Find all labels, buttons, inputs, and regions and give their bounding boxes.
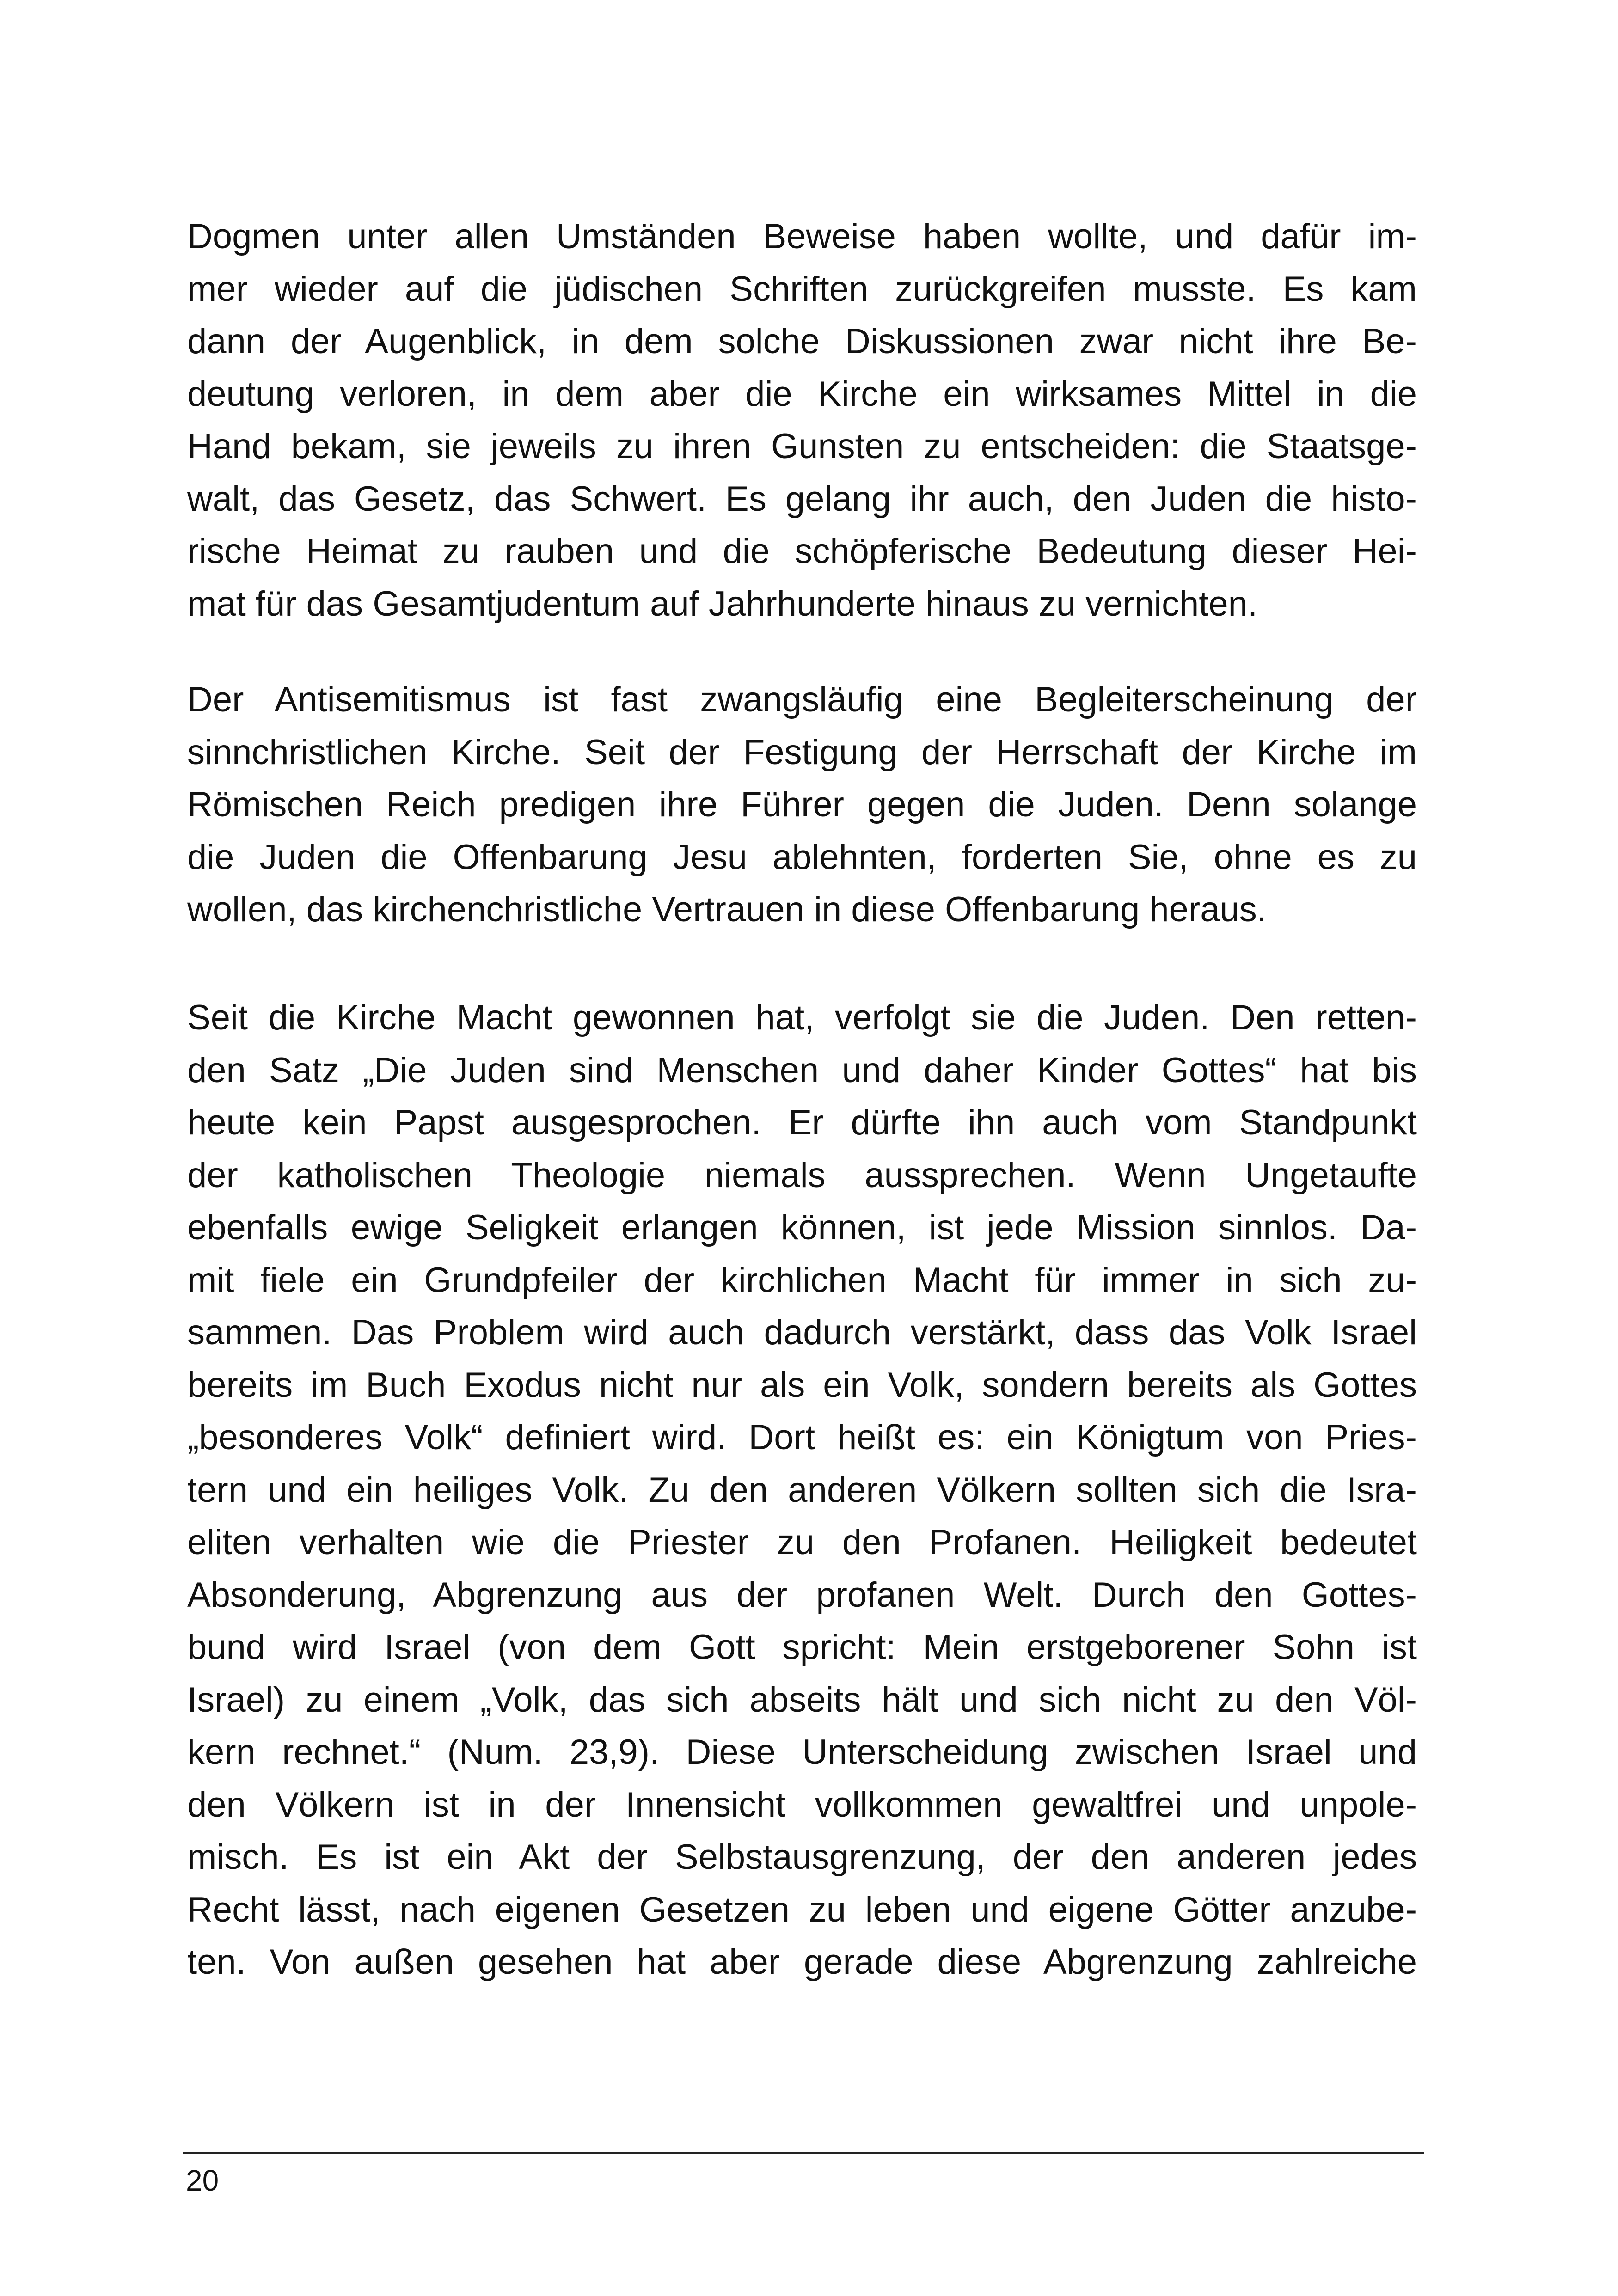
text-line: heute kein Papst ausgesprochen. Er dürfte ihn auch vom Standpunkt	[187, 1103, 1417, 1142]
text-line: der katholischen Theologie niemals aussprechen. Wenn Ungetaufte	[187, 1155, 1417, 1195]
text-line: mer wieder auf die jüdischen Schriften zurückgreifen musste. Es kam	[187, 269, 1417, 309]
paragraph-1	[187, 210, 1417, 630]
footer-divider	[183, 2152, 1424, 2154]
text-line: bund wird Israel (von dem Gott spricht: Mein erstgeborener Sohn ist	[187, 1628, 1417, 1667]
text-line: wollen, das kirchenchristliche Vertrauen in diese Offenbarung heraus.	[187, 890, 1267, 929]
text-line: rische Heimat zu rauben und die schöpferische Bedeutung dieser Hei-	[187, 532, 1417, 571]
paragraph-3	[187, 992, 1417, 1989]
text-line: mit fiele ein Grundpfeiler der kirchlichen Macht für immer in sich zu-	[187, 1260, 1417, 1300]
text-line: ebenfalls ewige Seligkeit erlangen können, ist jede Mission sinnlos. Da-	[187, 1208, 1417, 1247]
text-line: walt, das Gesetz, das Schwert. Es gelang ihr auch, den Juden die histo-	[187, 479, 1417, 519]
text-line: „besonderes Volk“ definiert wird. Dort heißt es: ein Königtum von Pries-	[187, 1418, 1417, 1457]
text-line: Seit die Kirche Macht gewonnen hat, verfolgt sie die Juden. Den retten-	[187, 998, 1417, 1037]
text-line: Israel) zu einem „Volk, das sich abseits hält und sich nicht zu den Völ-	[187, 1680, 1417, 1720]
text-line: misch. Es ist ein Akt der Selbstausgrenzung, der den anderen jedes	[187, 1837, 1417, 1877]
text-line: die Juden die Offenbarung Jesu ablehnten, forderten Sie, ohne es zu	[187, 837, 1417, 877]
text-line: eliten verhalten wie die Priester zu den Profanen. Heiligkeit bedeutet	[187, 1523, 1417, 1562]
text-line: Dogmen unter allen Umständen Beweise haben wollte, und dafür im-	[187, 217, 1417, 256]
text-line: mat für das Gesamtjudentum auf Jahrhunderte hinaus zu vernichten.	[187, 584, 1258, 624]
text-line: den Völkern ist in der Innensicht vollkommen gewaltfrei und unpole-	[187, 1785, 1417, 1825]
text-line: Recht lässt, nach eigenen Gesetzen zu leben und eigene Götter anzube-	[187, 1890, 1417, 1929]
text-line: dann der Augenblick, in dem solche Diskussionen zwar nicht ihre Be-	[187, 322, 1417, 361]
text-line: deutung verloren, in dem aber die Kirche ein wirksames Mittel in die	[187, 374, 1417, 414]
text-line: Absonderung, Abgrenzung aus der profanen Welt. Durch den Gottes-	[187, 1575, 1417, 1615]
text-line: ten. Von außen gesehen hat aber gerade diese Abgrenzung zahlreiche	[187, 1942, 1417, 1982]
text-line: sinnchristlichen Kirche. Seit der Festigung der Herrschaft der Kirche im	[187, 732, 1417, 772]
text-line: Römischen Reich predigen ihre Führer gegen die Juden. Denn solange	[187, 785, 1417, 824]
text-line: Hand bekam, sie jeweils zu ihren Gunsten zu entscheiden: die Staatsge-	[187, 427, 1417, 466]
text-line: kern rechnet.“ (Num. 23,9). Diese Unterscheidung zwischen Israel und	[187, 1733, 1417, 1772]
text-line: sammen. Das Problem wird auch dadurch verstärkt, dass das Volk Israel	[187, 1313, 1417, 1352]
text-line: bereits im Buch Exodus nicht nur als ein Volk, sondern bereits als Gottes	[187, 1365, 1417, 1405]
paragraph-2	[187, 673, 1417, 936]
page-number: 20	[186, 2164, 219, 2197]
text-line: den Satz „Die Juden sind Menschen und daher Kinder Gottes“ hat bis	[187, 1050, 1417, 1090]
text-line: Der Antisemitismus ist fast zwangsläufig eine Begleiterscheinung der	[187, 680, 1417, 719]
text-line: tern und ein heiliges Volk. Zu den anderen Völkern sollten sich die Isra-	[187, 1470, 1417, 1510]
